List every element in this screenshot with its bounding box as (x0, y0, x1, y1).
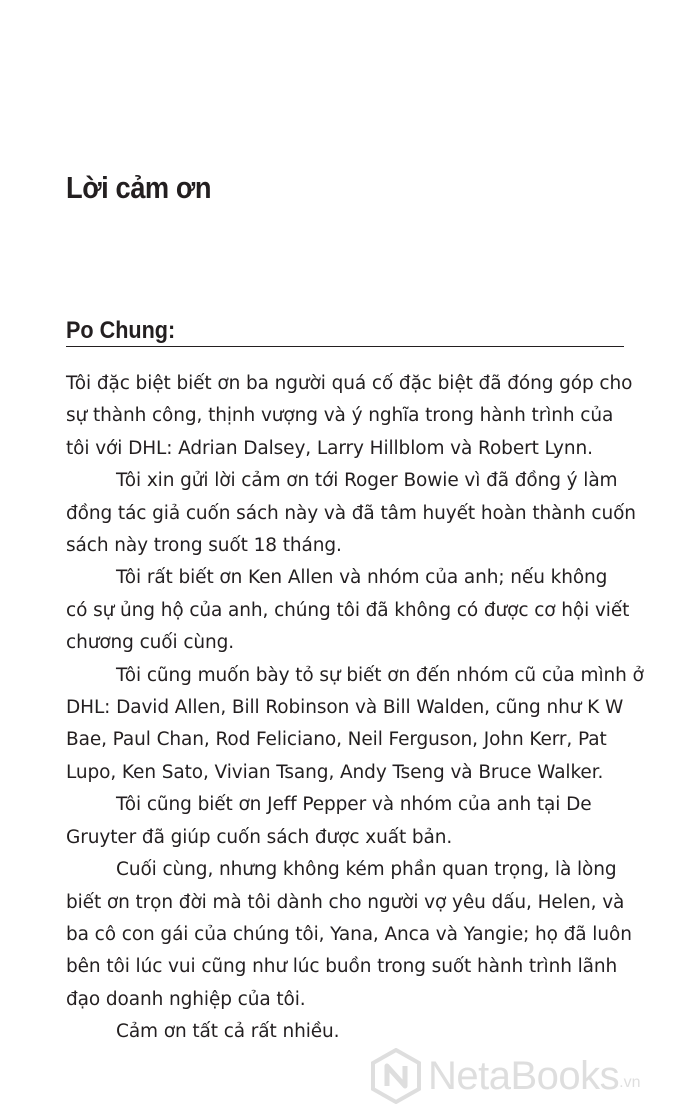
text-line: đồng tác giả cuốn sách này và đã tâm huyết hoàn thành cuốn (66, 502, 636, 524)
watermark-brand: NetaBooks (428, 1053, 620, 1098)
text-line: có sự ủng hộ của anh, chúng tôi đã không có được cơ hội viết (66, 599, 630, 621)
text-line: ba cô con gái của chúng tôi, Yana, Anca và Yangie; họ đã luôn (66, 923, 632, 945)
text-line: DHL: David Allen, Bill Robinson và Bill Walden, cũng như K W (66, 697, 624, 719)
text-line: Lupo, Ken Sato, Vivian Tsang, Andy Tseng và Bruce Walker. (66, 761, 604, 783)
section-divider (66, 346, 624, 347)
text-line: đạo doanh nghiệp của tôi. (66, 988, 306, 1010)
text-line: bên tôi lúc vui cũng như lúc buồn trong suốt hành trình lãnh (66, 956, 618, 978)
text-line: Tôi cũng muốn bày tỏ sự biết ơn đến nhóm cũ của mình ở (116, 664, 644, 686)
text-line: Gruyter đã giúp cuốn sách được xuất bản. (66, 826, 453, 848)
text-line: chương cuối cùng. (66, 632, 235, 654)
text-line: sự thành công, thịnh vượng và ý nghĩa trong hành trình của (66, 405, 614, 427)
text-line: Tôi xin gửi lời cảm ơn tới Roger Bowie vì đã đồng ý làm (116, 470, 618, 492)
text-line: tôi với DHL: Adrian Dalsey, Larry Hillblom và Robert Lynn. (66, 437, 593, 459)
watermark-suffix: .vn (619, 1074, 641, 1091)
text-line: Tôi đặc biệt biết ơn ba người quá cố đặc biệt đã đóng góp cho (66, 373, 633, 394)
text-line: Cuối cùng, nhưng không kém phần quan trọng, là lòng (116, 859, 617, 881)
text-line: biết ơn trọn đời mà tôi dành cho người vợ yêu dấu, Helen, và (66, 891, 625, 913)
netabooks-logo-icon (370, 1048, 422, 1104)
text-line: Bae, Paul Chan, Rod Feliciano, Neil Ferguson, John Kerr, Pat (66, 729, 607, 751)
acknowledgements-body (66, 368, 644, 1049)
text-line: sách này trong suốt 18 tháng. (66, 535, 342, 557)
text-line: Tôi cũng biết ơn Jeff Pepper và nhóm của anh tại De (116, 794, 592, 816)
section-heading: Po Chung: (66, 317, 176, 344)
text-line: Cảm ơn tất cả rất nhiều. (116, 1021, 340, 1043)
text-line: Tôi rất biết ơn Ken Allen và nhóm của anh; nếu không (116, 567, 608, 589)
chapter-title: Lời cảm ơn (66, 170, 212, 205)
netabooks-watermark (370, 1048, 641, 1104)
